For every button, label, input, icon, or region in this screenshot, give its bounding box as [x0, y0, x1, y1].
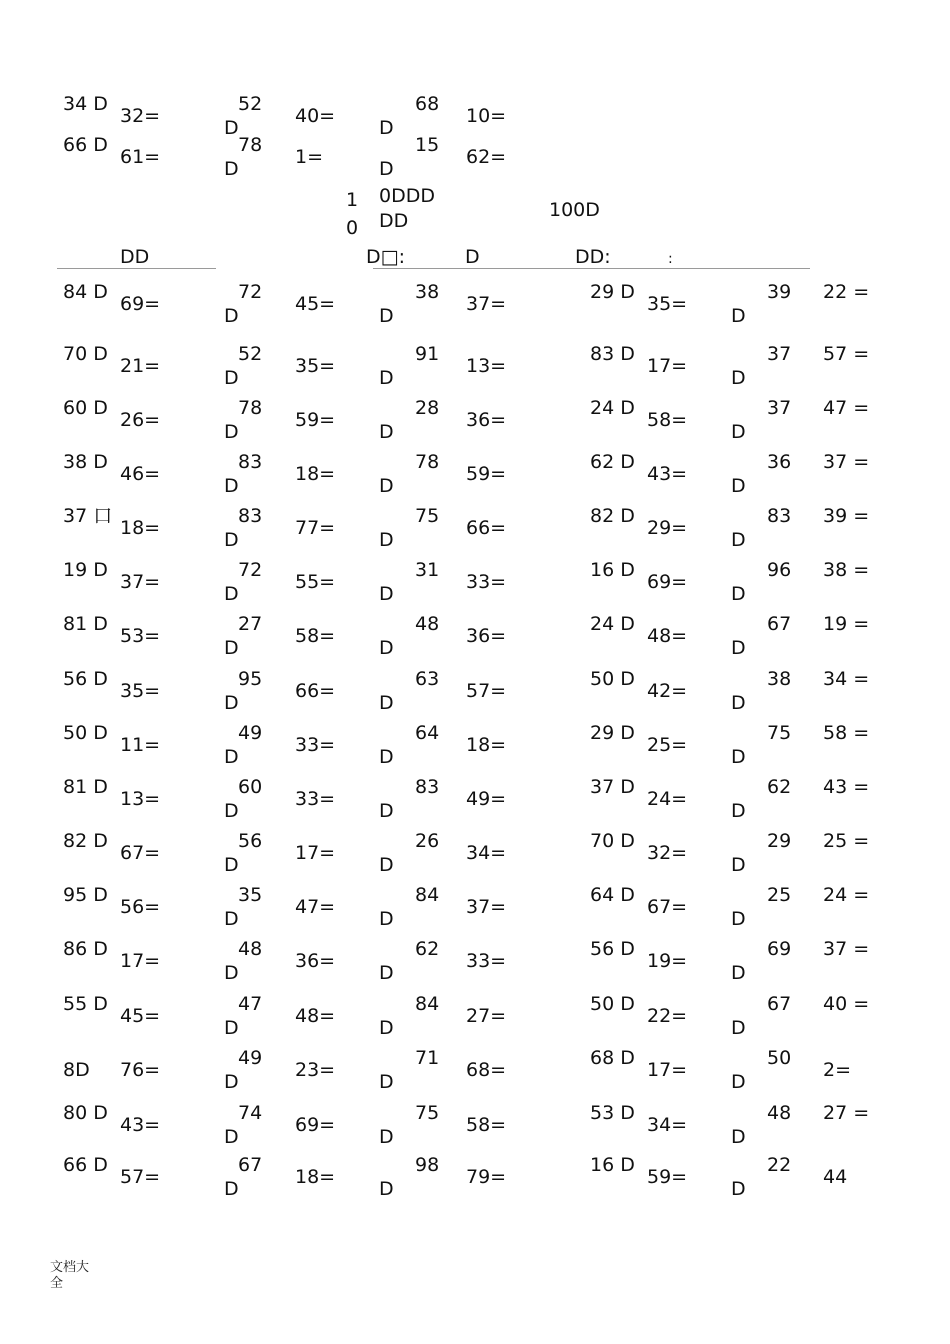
exercise-cell: D: [379, 746, 394, 768]
exercise-cell: 44: [823, 1166, 848, 1188]
exercise-cell: D: [379, 1071, 394, 1093]
exercise-cell: 42=: [647, 680, 688, 702]
exercise-cell: D: [731, 908, 746, 930]
exercise-cell: 37 =: [823, 938, 870, 960]
exercise-cell: 33=: [295, 788, 336, 810]
exercise-cell: 11=: [120, 734, 161, 756]
exercise-cell: 16 D: [590, 1154, 635, 1176]
exercise-cell: 84: [415, 884, 440, 906]
exercise-cell: D: [379, 305, 394, 327]
exercise-cell: D: [379, 158, 394, 180]
exercise-cell: D: [379, 117, 394, 139]
exercise-cell: 64: [415, 722, 440, 744]
exercise-cell: 69=: [120, 293, 161, 315]
exercise-cell: 38: [415, 281, 440, 303]
exercise-cell: 48 D: [224, 938, 263, 984]
exercise-cell: D: [379, 962, 394, 984]
exercise-cell: 43 =: [823, 776, 870, 798]
exercise-cell: 47 =: [823, 397, 870, 419]
exercise-cell: 75: [767, 722, 792, 744]
exercise-cell: 43=: [647, 463, 688, 485]
exercise-cell: 18=: [120, 517, 161, 539]
exercise-cell: 71: [415, 1047, 440, 1069]
exercise-cell: 52 D: [224, 93, 263, 139]
exercise-cell: 49 D: [224, 722, 263, 768]
exercise-cell: 78: [415, 451, 440, 473]
exercise-cell: 24=: [647, 788, 688, 810]
exercise-cell: 66 D: [63, 134, 108, 156]
exercise-cell: 50 D: [590, 668, 635, 690]
exercise-cell: D: [379, 854, 394, 876]
exercise-cell: 48: [415, 613, 440, 635]
header-title-fragment: 0DDD DD: [379, 185, 435, 232]
exercise-cell: 10=: [466, 105, 507, 127]
exercise-cell: 68 D: [590, 1047, 635, 1069]
exercise-cell: 38 =: [823, 559, 870, 581]
exercise-cell: 58=: [647, 409, 688, 431]
exercise-cell: 32=: [647, 842, 688, 864]
exercise-cell: 28: [415, 397, 440, 419]
exercise-cell: 25 =: [823, 830, 870, 852]
exercise-cell: 82 D: [590, 505, 635, 527]
exercise-cell: 61=: [120, 146, 161, 168]
exercise-cell: D: [731, 746, 746, 768]
exercise-cell: 22=: [647, 1005, 688, 1027]
exercise-cell: 67=: [120, 842, 161, 864]
exercise-cell: D: [731, 475, 746, 497]
exercise-cell: D: [379, 692, 394, 714]
exercise-cell: 29 D: [590, 722, 635, 744]
exercise-cell: 64 D: [590, 884, 635, 906]
exercise-cell: 59=: [647, 1166, 688, 1188]
exercise-cell: 22 =: [823, 281, 870, 303]
exercise-cell: 34=: [466, 842, 507, 864]
exercise-cell: 45=: [295, 293, 336, 315]
exercise-cell: D: [379, 1017, 394, 1039]
exercise-cell: 38: [767, 668, 792, 690]
exercise-cell: 75: [415, 1102, 440, 1124]
exercise-cell: 83: [415, 776, 440, 798]
exercise-cell: D: [379, 367, 394, 389]
exercise-cell: 55 D: [63, 993, 108, 1015]
exercise-cell: D: [731, 583, 746, 605]
exercise-cell: 26: [415, 830, 440, 852]
exercise-cell: D: [731, 305, 746, 327]
exercise-cell: 34 D: [63, 93, 108, 115]
exercise-cell: 35=: [295, 355, 336, 377]
exercise-cell: 49=: [466, 788, 507, 810]
exercise-cell: 66 D: [63, 1154, 108, 1176]
exercise-cell: 95 D: [224, 668, 263, 714]
exercise-cell: 29: [767, 830, 792, 852]
exercise-cell: 70 D: [63, 343, 108, 365]
exercise-cell: 18=: [295, 463, 336, 485]
exercise-cell: 32=: [120, 105, 161, 127]
exercise-cell: 37 =: [823, 451, 870, 473]
exercise-cell: 49 D: [224, 1047, 263, 1093]
exercise-cell: 67: [767, 993, 792, 1015]
exercise-cell: 67: [767, 613, 792, 635]
exercise-cell: 26=: [120, 409, 161, 431]
exercise-cell: 40=: [295, 105, 336, 127]
exercise-cell: 63: [415, 668, 440, 690]
footer-text: 文档大全: [50, 1260, 90, 1291]
exercise-cell: 27 D: [224, 613, 263, 659]
exercise-cell: 62: [415, 938, 440, 960]
exercise-cell: 2=: [823, 1059, 852, 1081]
exercise-cell: 47 D: [224, 993, 263, 1039]
header-number-fragment: 1 0: [346, 189, 359, 239]
header-label-class: D□:: [366, 246, 405, 268]
exercise-cell: 29 D: [590, 281, 635, 303]
exercise-cell: D: [731, 800, 746, 822]
exercise-cell: 36: [767, 451, 792, 473]
header-underline-right: [373, 268, 810, 269]
exercise-cell: 36=: [466, 409, 507, 431]
exercise-cell: 82 D: [63, 830, 108, 852]
exercise-cell: 53=: [120, 625, 161, 647]
exercise-cell: 57 =: [823, 343, 870, 365]
exercise-cell: D: [731, 367, 746, 389]
exercise-cell: 59=: [295, 409, 336, 431]
exercise-cell: 67=: [647, 896, 688, 918]
exercise-cell: 72 D: [224, 281, 263, 327]
exercise-cell: 1=: [295, 146, 324, 168]
exercise-cell: 86 D: [63, 938, 108, 960]
exercise-cell: 84 D: [63, 281, 108, 303]
exercise-cell: 34 =: [823, 668, 870, 690]
exercise-cell: 58=: [295, 625, 336, 647]
exercise-cell: 78 D: [224, 397, 263, 443]
exercise-cell: 48=: [647, 625, 688, 647]
exercise-cell: D: [731, 1126, 746, 1148]
exercise-cell: 40 =: [823, 993, 870, 1015]
exercise-cell: 35 D: [224, 884, 263, 930]
exercise-cell: 66=: [466, 517, 507, 539]
exercise-cell: 68: [415, 93, 440, 115]
exercise-cell: D: [731, 962, 746, 984]
exercise-cell: 83 D: [590, 343, 635, 365]
header-total-label: 100D: [549, 199, 600, 221]
exercise-cell: 47=: [295, 896, 336, 918]
exercise-cell: 83: [767, 505, 792, 527]
exercise-cell: 37: [767, 343, 792, 365]
exercise-cell: D: [379, 1126, 394, 1148]
exercise-cell: 19=: [647, 950, 688, 972]
exercise-cell: 13=: [120, 788, 161, 810]
exercise-cell: 76=: [120, 1059, 161, 1081]
exercise-cell: 18=: [295, 1166, 336, 1188]
exercise-cell: D: [379, 529, 394, 551]
exercise-cell: 13=: [466, 355, 507, 377]
exercise-cell: 19 =: [823, 613, 870, 635]
exercise-cell: 37 口: [63, 505, 113, 527]
exercise-cell: 25: [767, 884, 792, 906]
exercise-cell: 52 D: [224, 343, 263, 389]
exercise-cell: 69=: [647, 571, 688, 593]
exercise-cell: 34=: [647, 1114, 688, 1136]
exercise-cell: D: [731, 421, 746, 443]
exercise-cell: 62 D: [590, 451, 635, 473]
exercise-cell: 57=: [466, 680, 507, 702]
exercise-cell: 72 D: [224, 559, 263, 605]
exercise-cell: 69=: [295, 1114, 336, 1136]
header-label-score: DD:: [575, 246, 611, 268]
exercise-cell: 66=: [295, 680, 336, 702]
exercise-cell: 79=: [466, 1166, 507, 1188]
exercise-cell: 27=: [466, 1005, 507, 1027]
exercise-cell: D: [731, 1071, 746, 1093]
exercise-cell: 21=: [120, 355, 161, 377]
exercise-cell: D: [379, 908, 394, 930]
exercise-cell: 58 =: [823, 722, 870, 744]
exercise-cell: 46=: [120, 463, 161, 485]
header-label-name: DD: [120, 246, 150, 268]
exercise-cell: D: [731, 692, 746, 714]
exercise-cell: 55=: [295, 571, 336, 593]
exercise-cell: 59=: [466, 463, 507, 485]
exercise-cell: 75: [415, 505, 440, 527]
exercise-cell: 50 D: [63, 722, 108, 744]
exercise-cell: 24 D: [590, 397, 635, 419]
exercise-cell: 95 D: [63, 884, 108, 906]
exercise-cell: D: [379, 421, 394, 443]
exercise-cell: 33=: [295, 734, 336, 756]
exercise-cell: 33=: [466, 950, 507, 972]
exercise-cell: 36=: [295, 950, 336, 972]
exercise-cell: 16 D: [590, 559, 635, 581]
exercise-cell: 56=: [120, 896, 161, 918]
exercise-cell: 96: [767, 559, 792, 581]
exercise-cell: 45=: [120, 1005, 161, 1027]
exercise-cell: 67 D: [224, 1154, 263, 1200]
exercise-cell: 36=: [466, 625, 507, 647]
exercise-cell: 83 D: [224, 451, 263, 497]
exercise-cell: 24 =: [823, 884, 870, 906]
exercise-cell: 35=: [120, 680, 161, 702]
exercise-cell: 48=: [295, 1005, 336, 1027]
exercise-cell: 22: [767, 1154, 792, 1176]
exercise-cell: 60 D: [63, 397, 108, 419]
exercise-cell: D: [379, 1178, 394, 1200]
exercise-cell: 60 D: [224, 776, 263, 822]
exercise-cell: 48: [767, 1102, 792, 1124]
exercise-cell: D: [731, 1017, 746, 1039]
exercise-cell: 91: [415, 343, 440, 365]
exercise-cell: 50: [767, 1047, 792, 1069]
exercise-cell: 50 D: [590, 993, 635, 1015]
exercise-cell: 37: [767, 397, 792, 419]
exercise-cell: 19 D: [63, 559, 108, 581]
exercise-cell: D: [379, 583, 394, 605]
exercise-cell: 81 D: [63, 613, 108, 635]
exercise-cell: 18=: [466, 734, 507, 756]
exercise-cell: 15: [415, 134, 440, 156]
exercise-cell: 39 =: [823, 505, 870, 527]
exercise-cell: 31: [415, 559, 440, 581]
exercise-cell: 78 D: [224, 134, 263, 180]
exercise-cell: 83 D: [224, 505, 263, 551]
exercise-cell: 8D: [63, 1059, 90, 1081]
exercise-cell: 25=: [647, 734, 688, 756]
exercise-cell: 77=: [295, 517, 336, 539]
exercise-cell: D: [731, 1178, 746, 1200]
exercise-cell: 56 D: [590, 938, 635, 960]
header-label-colon: :: [668, 251, 673, 267]
exercise-cell: D: [731, 854, 746, 876]
exercise-cell: 17=: [295, 842, 336, 864]
exercise-cell: 56 D: [224, 830, 263, 876]
exercise-cell: 53 D: [590, 1102, 635, 1124]
exercise-cell: 37=: [120, 571, 161, 593]
exercise-cell: D: [731, 529, 746, 551]
exercise-cell: 80 D: [63, 1102, 108, 1124]
exercise-cell: 24 D: [590, 613, 635, 635]
exercise-cell: 98: [415, 1154, 440, 1176]
exercise-cell: D: [379, 475, 394, 497]
exercise-cell: 56 D: [63, 668, 108, 690]
exercise-cell: 57=: [120, 1166, 161, 1188]
exercise-cell: 37 D: [590, 776, 635, 798]
exercise-cell: 33=: [466, 571, 507, 593]
exercise-cell: 84: [415, 993, 440, 1015]
exercise-cell: 37=: [466, 896, 507, 918]
exercise-cell: 81 D: [63, 776, 108, 798]
header-label-mid: D: [465, 246, 480, 268]
exercise-cell: 35=: [647, 293, 688, 315]
exercise-cell: 37=: [466, 293, 507, 315]
exercise-cell: 62: [767, 776, 792, 798]
exercise-cell: 29=: [647, 517, 688, 539]
exercise-cell: 27 =: [823, 1102, 870, 1124]
exercise-cell: 17=: [647, 1059, 688, 1081]
header-underline-left: [57, 268, 216, 269]
exercise-cell: D: [379, 800, 394, 822]
exercise-cell: 70 D: [590, 830, 635, 852]
exercise-cell: 68=: [466, 1059, 507, 1081]
exercise-cell: 74 D: [224, 1102, 263, 1148]
exercise-cell: 39: [767, 281, 792, 303]
exercise-cell: D: [731, 637, 746, 659]
exercise-cell: 17=: [120, 950, 161, 972]
exercise-cell: 17=: [647, 355, 688, 377]
exercise-cell: 23=: [295, 1059, 336, 1081]
exercise-cell: 38 D: [63, 451, 108, 473]
exercise-cell: 58=: [466, 1114, 507, 1136]
exercise-cell: 69: [767, 938, 792, 960]
exercise-cell: 43=: [120, 1114, 161, 1136]
exercise-cell: 62=: [466, 146, 507, 168]
exercise-cell: D: [379, 637, 394, 659]
